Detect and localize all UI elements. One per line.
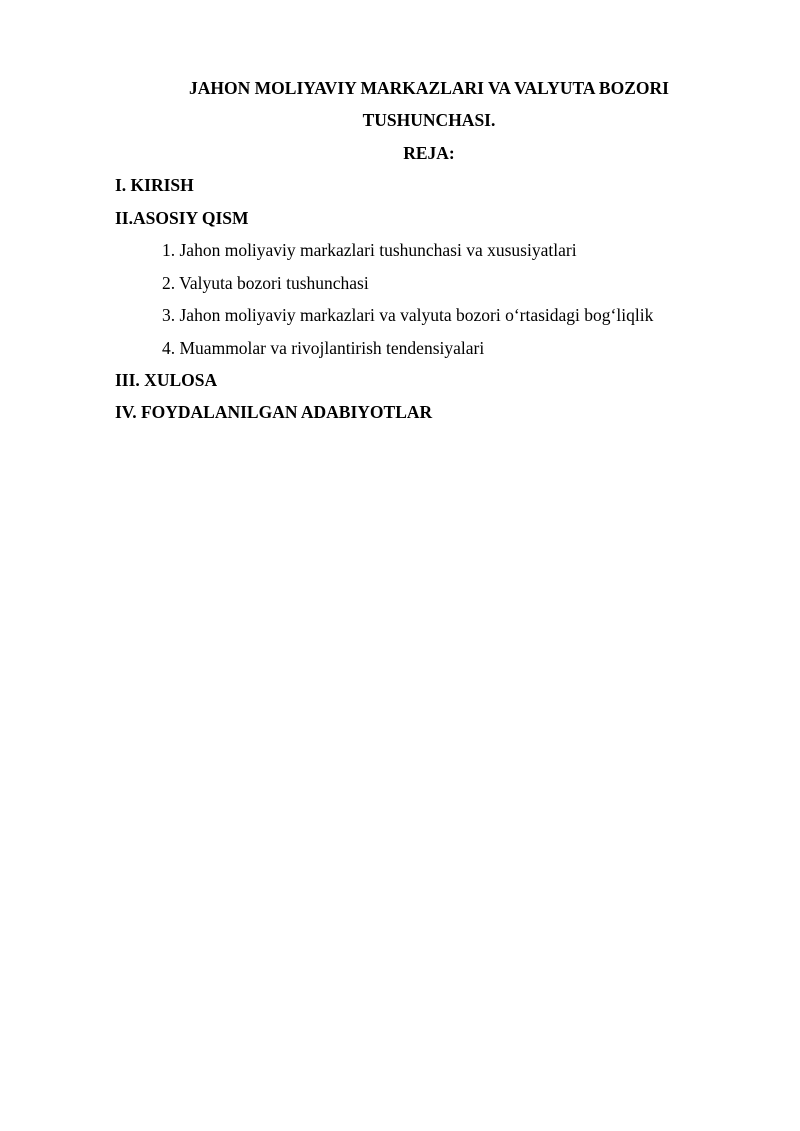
section-conclusion: III. XULOSA <box>115 370 218 390</box>
main-part-item: 1. Jahon moliyaviy markazlari tushunchasi va xususiyatlari <box>162 240 577 260</box>
plan-heading: REJA: <box>403 143 455 163</box>
section-main-part: II.ASOSIY QISM <box>115 208 249 228</box>
main-part-item: 2. Valyuta bozori tushunchasi <box>162 273 369 293</box>
main-part-item: 3. Jahon moliyaviy markazlari va valyuta bozori o‘rtasidagi bog‘liqlik <box>162 305 654 325</box>
document-title-line-1: JAHON MOLIYAVIY MARKAZLARI VA VALYUTA BOZORI <box>189 78 669 98</box>
main-part-item: 4. Muammolar va rivojlantirish tendensiyalari <box>162 338 485 358</box>
section-introduction: I. KIRISH <box>115 175 194 195</box>
document-title-line-2: TUSHUNCHASI. <box>362 110 496 130</box>
section-references: IV. FOYDALANILGAN ADABIYOTLAR <box>115 402 433 422</box>
